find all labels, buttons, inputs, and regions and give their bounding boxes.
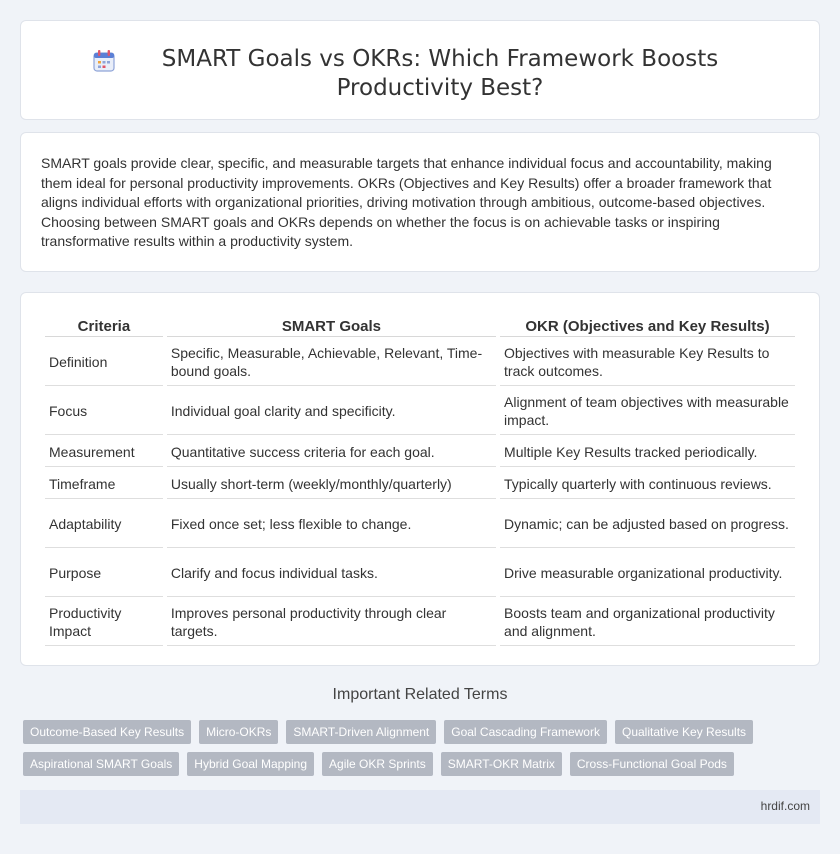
table-row (45, 339, 795, 386)
smart-cell: Clarify and focus individual tasks. (167, 550, 496, 597)
title-card (20, 20, 820, 120)
header-smart-goals: SMART Goals (167, 317, 496, 337)
related-terms-title: Important Related Terms (332, 686, 508, 703)
okr-cell: Typically quarterly with continuous reviews. (500, 469, 795, 499)
comparison-table-card (20, 292, 820, 666)
smart-cell: Quantitative success criteria for each goal. (167, 437, 496, 467)
tag-cross-functional-goal-pods[interactable]: Cross-Functional Goal Pods (570, 752, 734, 776)
smart-cell: Individual goal clarity and specificity. (167, 388, 496, 435)
criteria-cell: Timeframe (45, 469, 163, 499)
table-row (45, 469, 795, 499)
smart-cell: Usually short-term (weekly/monthly/quarterly) (167, 469, 496, 499)
tag-hybrid-goal-mapping[interactable]: Hybrid Goal Mapping (187, 752, 314, 776)
intro-card (20, 132, 820, 272)
smart-cell: Fixed once set; less flexible to change. (167, 501, 496, 548)
smart-cell: Specific, Measurable, Achievable, Relevant, Time-bound goals. (167, 339, 496, 386)
table-row (45, 550, 795, 597)
comparison-table (41, 315, 799, 648)
footer-site-link[interactable]: hrdif.com (760, 799, 810, 813)
okr-cell: Alignment of team objectives with measurable impact. (500, 388, 795, 435)
okr-cell: Objectives with measurable Key Results to track outcomes. (500, 339, 795, 386)
tag-aspirational-smart-goals[interactable]: Aspirational SMART Goals (23, 752, 179, 776)
okr-cell: Drive measurable organizational productivity. (500, 550, 795, 597)
criteria-cell: Adaptability (45, 501, 163, 548)
criteria-cell: Measurement (45, 437, 163, 467)
criteria-cell: Purpose (45, 550, 163, 597)
okr-cell: Boosts team and organizational productivity and alignment. (500, 599, 795, 646)
tag-smart-driven-alignment[interactable]: SMART-Driven Alignment (286, 720, 436, 744)
header-criteria: Criteria (45, 317, 163, 337)
table-row (45, 437, 795, 467)
tag-outcome-based-key-results[interactable]: Outcome-Based Key Results (23, 720, 191, 744)
criteria-cell: Definition (45, 339, 163, 386)
intro-paragraph: SMART goals provide clear, specific, and measurable targets that enhance individual focus and accountability, making them ideal for personal productivity improvements. OKRs (Objectives and Key Results) offer a broader framework that aligns individual efforts with organizational priorities, driving motivation through ambitious, outcome-based objectives. Choosing between SMART goals and OKRs depends on whether the focus is on achievable tasks or inspiring transformative results within a productivity system. (41, 155, 772, 249)
related-terms-tags (23, 720, 813, 784)
footer (20, 790, 820, 824)
criteria-cell: Productivity Impact (45, 599, 163, 646)
criteria-cell: Focus (45, 388, 163, 435)
tag-agile-okr-sprints[interactable]: Agile OKR Sprints (322, 752, 433, 776)
tag-goal-cascading-framework[interactable]: Goal Cascading Framework (444, 720, 607, 744)
page-title: SMART Goals vs OKRs: Which Framework Boosts Productivity Best? (161, 46, 719, 101)
table-row (45, 599, 795, 646)
table-row (45, 501, 795, 548)
smart-cell: Improves personal productivity through clear targets. (167, 599, 496, 646)
tag-micro-okrs[interactable]: Micro-OKRs (199, 720, 278, 744)
tag-smart-okr-matrix[interactable]: SMART-OKR Matrix (441, 752, 562, 776)
tag-qualitative-key-results[interactable]: Qualitative Key Results (615, 720, 753, 744)
tag-row (23, 720, 813, 744)
okr-cell: Dynamic; can be adjusted based on progress. (500, 501, 795, 548)
table-row (45, 388, 795, 435)
tag-row (23, 752, 813, 776)
table-header-row (45, 317, 795, 337)
header-okr: OKR (Objectives and Key Results) (500, 317, 795, 337)
okr-cell: Multiple Key Results tracked periodically. (500, 437, 795, 467)
